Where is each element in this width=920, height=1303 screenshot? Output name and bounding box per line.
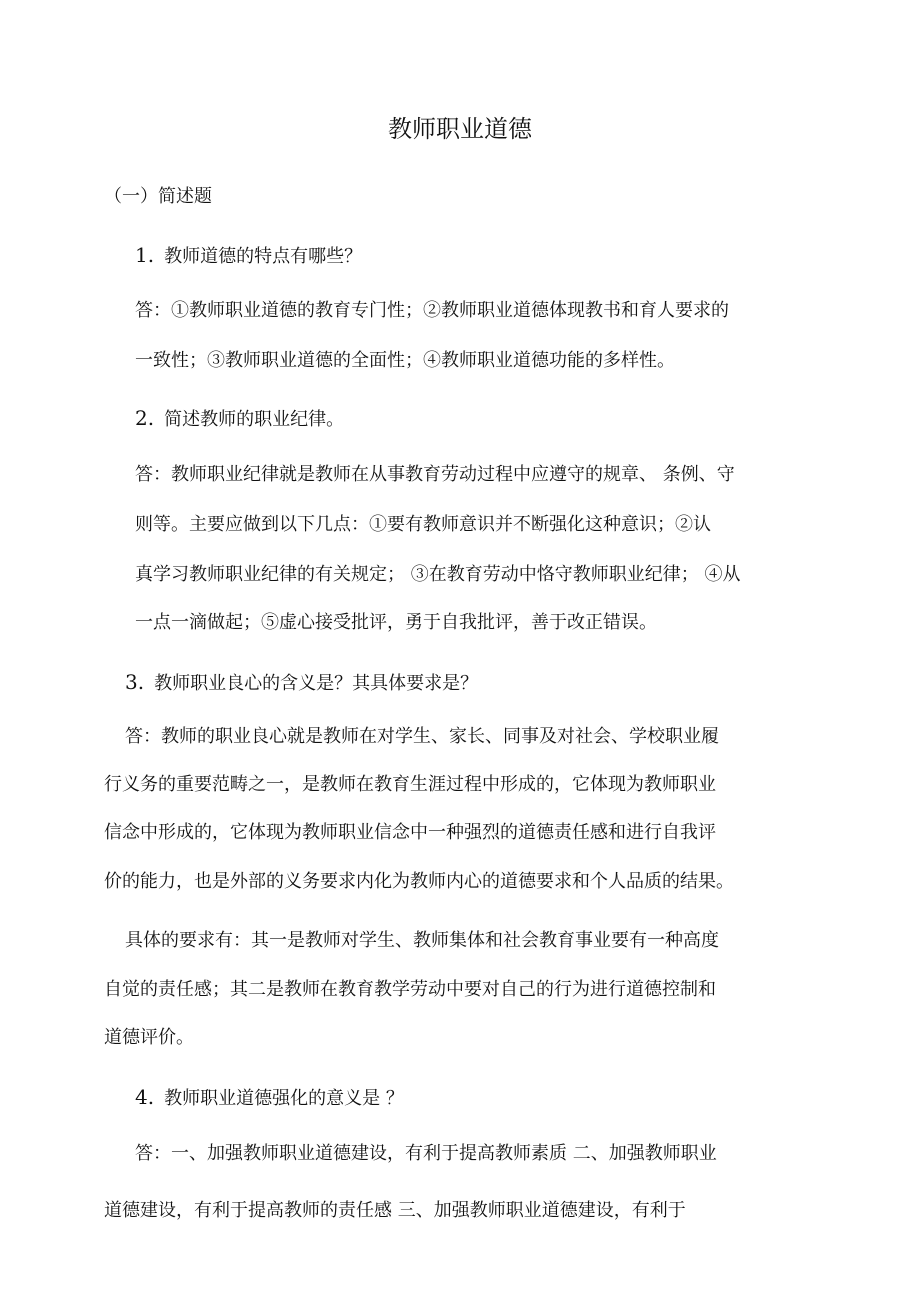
answer-3-line-2: 行义务的重要范畴之一，是教师在教育生涯过程中形成的，它体现为教师职业	[104, 774, 716, 795]
question-text: 教师职业道德强化的意义是 ？	[164, 1088, 404, 1109]
question-number: 2.	[135, 406, 155, 430]
question-text: 教师职业良心的含义是？其具体要求是？	[154, 673, 479, 694]
answer-2-line-2: 则等。主要应做到以下几点：①要有教师意识并不断强化这种意识；②认	[135, 514, 711, 535]
document-title: 教师职业道德	[388, 115, 532, 143]
requirement-line-2: 自觉的责任感；其二是教师在教育教学劳动中要对自己的行为进行道德控制和	[104, 979, 716, 1000]
answer-2-line-3: 真学习教师职业纪律的有关规定； ③在教育劳动中恪守教师职业纪律； ④从	[135, 564, 741, 585]
answer-4-line-1: 答：一、加强教师职业道德建设，有利于提高教师素质 二、加强教师职业	[135, 1143, 717, 1164]
answer-1-line-1: 答：①教师职业道德的教育专门性；②教师职业道德体现教书和育人要求的	[135, 300, 729, 321]
question-3	[125, 669, 478, 697]
question-text: 教师道德的特点有哪些？	[164, 246, 363, 267]
question-number: 4.	[135, 1085, 155, 1109]
question-number: 3.	[125, 670, 145, 694]
question-text: 简述教师的职业纪律。	[164, 409, 345, 430]
answer-2-line-1: 答：教师职业纪律就是教师在从事教育劳动过程中应遵守的规章、 条例、守	[135, 464, 735, 485]
requirement-line-1: 具体的要求有：其一是教师对学生、教师集体和社会教育事业要有一种高度	[125, 930, 719, 951]
section-heading: （一）简述题	[104, 186, 212, 207]
requirement-line-3: 道德评价。	[104, 1027, 194, 1048]
question-4	[135, 1084, 404, 1112]
question-2	[135, 405, 344, 433]
answer-3-line-4: 价的能力，也是外部的义务要求内化为教师内心的道德要求和个人品质的结果。	[104, 871, 734, 892]
answer-2-line-4: 一点一滴做起；⑤虚心接受批评，勇于自我批评，善于改正错误。	[135, 612, 657, 633]
answer-4-line-2: 道德建设，有利于提高教师的责任感 三、加强教师职业道德建设，有利于	[104, 1200, 686, 1221]
answer-3-line-1: 答：教师的职业良心就是教师在对学生、家长、同事及对社会、学校职业履	[125, 726, 719, 747]
answer-3-line-3: 信念中形成的，它体现为教师职业信念中一种强烈的道德责任感和进行自我评	[104, 822, 716, 843]
answer-1-line-2: 一致性；③教师职业道德的全面性；④教师职业道德功能的多样性。	[135, 350, 675, 371]
question-number: 1.	[135, 243, 155, 267]
question-1	[135, 242, 362, 270]
